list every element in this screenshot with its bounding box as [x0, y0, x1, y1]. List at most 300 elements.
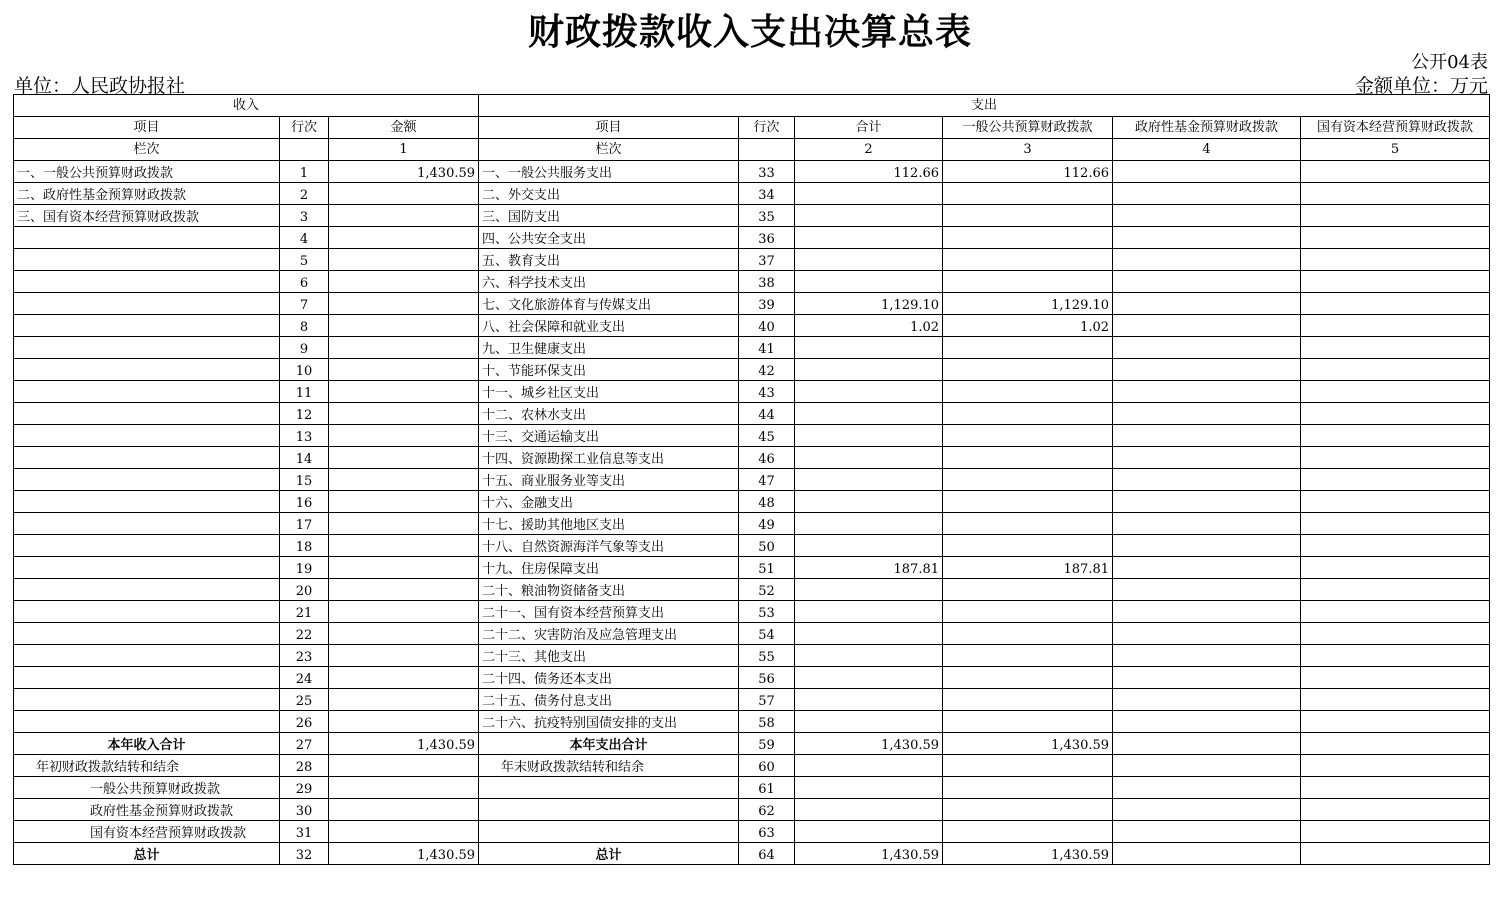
- table-row: [14, 689, 1490, 711]
- state-capital-amount: [1301, 755, 1490, 777]
- expense-item: 十、节能环保支出: [479, 359, 739, 381]
- gov-fund-amount: [1113, 183, 1301, 205]
- general-budget-amount: [943, 645, 1113, 667]
- expense-total: [795, 579, 943, 601]
- income-amount: [329, 183, 479, 205]
- income-item: 二、政府性基金预算财政拨款: [14, 183, 280, 205]
- income-row-no: 29: [280, 777, 329, 799]
- gov-fund-amount: [1113, 843, 1301, 865]
- amount-unit-label: 金额单位：万元: [1354, 75, 1488, 97]
- expense-item: 二十三、其他支出: [479, 645, 739, 667]
- gov-fund-amount: [1113, 469, 1301, 491]
- state-capital-amount: [1301, 667, 1490, 689]
- gov-fund-header: 政府性基金预算财政拨款: [1113, 117, 1301, 139]
- table-row: [14, 227, 1490, 249]
- table-row: [14, 271, 1490, 293]
- income-row-no: 4: [280, 227, 329, 249]
- income-item: 政府性基金预算财政拨款: [14, 799, 280, 821]
- income-amount: [329, 381, 479, 403]
- table-row: [14, 711, 1490, 733]
- expense-item: 九、卫生健康支出: [479, 337, 739, 359]
- expense-project-header: 项目: [479, 117, 739, 139]
- expense-row-no: 57: [739, 689, 795, 711]
- income-amount: [329, 579, 479, 601]
- income-item: [14, 315, 280, 337]
- page-title: 财政拨款收入支出决算总表: [527, 11, 972, 53]
- gov-fund-amount: [1113, 205, 1301, 227]
- expense-total: [795, 535, 943, 557]
- expense-item: 十二、农林水支出: [479, 403, 739, 425]
- income-amount: 1,430.59: [329, 733, 479, 755]
- state-capital-amount: [1301, 799, 1490, 821]
- expense-item: 十五、商业服务业等支出: [479, 469, 739, 491]
- state-capital-amount: [1301, 601, 1490, 623]
- income-row-no: 7: [280, 293, 329, 315]
- expense-item: 二十、粮油物资储备支出: [479, 579, 739, 601]
- expense-row-no: 53: [739, 601, 795, 623]
- table-row: [14, 293, 1490, 315]
- general-budget-amount: [943, 227, 1113, 249]
- income-header: 收入: [14, 95, 479, 117]
- expense-total: [795, 799, 943, 821]
- income-row-no: 25: [280, 689, 329, 711]
- expense-total: 1,430.59: [795, 843, 943, 865]
- general-budget-amount: [943, 579, 1113, 601]
- gov-fund-amount: [1113, 733, 1301, 755]
- general-budget-amount: [943, 777, 1113, 799]
- table-row: [14, 821, 1490, 843]
- income-row-no: 27: [280, 733, 329, 755]
- state-capital-amount: [1301, 579, 1490, 601]
- state-capital-amount: [1301, 689, 1490, 711]
- income-item: [14, 359, 280, 381]
- state-capital-amount: [1301, 645, 1490, 667]
- expense-item: 二十一、国有资本经营预算支出: [479, 601, 739, 623]
- expense-row-no: 47: [739, 469, 795, 491]
- income-row-no: 10: [280, 359, 329, 381]
- income-item: [14, 623, 280, 645]
- expense-total: [795, 337, 943, 359]
- header-row-columns: [14, 117, 1490, 139]
- expense-item: 本年支出合计: [479, 733, 739, 755]
- expense-row-no: 64: [739, 843, 795, 865]
- table-row: [14, 579, 1490, 601]
- state-capital-amount: [1301, 821, 1490, 843]
- expense-row-no: 48: [739, 491, 795, 513]
- expense-total: [795, 271, 943, 293]
- budget-table: [13, 94, 1490, 865]
- gov-fund-amount: [1113, 337, 1301, 359]
- table-row: [14, 557, 1490, 579]
- income-column-order: 栏次: [14, 139, 280, 161]
- income-row-no-header: 行次: [280, 117, 329, 139]
- expense-item: 五、教育支出: [479, 249, 739, 271]
- table-row: [14, 843, 1490, 865]
- gov-fund-amount: [1113, 271, 1301, 293]
- income-row-no: 13: [280, 425, 329, 447]
- state-capital-amount: [1301, 183, 1490, 205]
- income-amount-header: 金额: [329, 117, 479, 139]
- expense-item: 一、一般公共服务支出: [479, 161, 739, 183]
- state-capital-amount: [1301, 623, 1490, 645]
- income-row-no: 3: [280, 205, 329, 227]
- expense-row-no: 38: [739, 271, 795, 293]
- expense-item: 十六、金融支出: [479, 491, 739, 513]
- expense-total: [795, 491, 943, 513]
- state-capital-amount: [1301, 491, 1490, 513]
- table-row: [14, 799, 1490, 821]
- expense-item: 十八、自然资源海洋气象等支出: [479, 535, 739, 557]
- expense-total-header: 合计: [795, 117, 943, 139]
- expense-row-no: 36: [739, 227, 795, 249]
- general-budget-amount: [943, 755, 1113, 777]
- gov-fund-amount: [1113, 447, 1301, 469]
- expense-row-no: 46: [739, 447, 795, 469]
- gov-fund-amount: [1113, 755, 1301, 777]
- expense-item: 十一、城乡社区支出: [479, 381, 739, 403]
- expense-header: 支出: [479, 95, 1490, 117]
- income-item: [14, 601, 280, 623]
- general-budget-amount: [943, 799, 1113, 821]
- header-row-sections: [14, 95, 1490, 117]
- income-row-no: 20: [280, 579, 329, 601]
- expense-item: 八、社会保障和就业支出: [479, 315, 739, 337]
- state-capital-amount: [1301, 513, 1490, 535]
- income-item: 本年收入合计: [14, 733, 280, 755]
- general-budget-amount: [943, 491, 1113, 513]
- state-capital-amount: [1301, 535, 1490, 557]
- gov-fund-amount: [1113, 557, 1301, 579]
- state-capital-amount: [1301, 733, 1490, 755]
- income-item: [14, 447, 280, 469]
- income-row-no: 5: [280, 249, 329, 271]
- income-item: [14, 425, 280, 447]
- expense-row-no: 40: [739, 315, 795, 337]
- income-row-no: 17: [280, 513, 329, 535]
- income-item: [14, 491, 280, 513]
- income-amount: [329, 711, 479, 733]
- expense-total: [795, 469, 943, 491]
- income-item: [14, 645, 280, 667]
- expense-total: [795, 623, 943, 645]
- income-item: [14, 227, 280, 249]
- income-row-no: 19: [280, 557, 329, 579]
- state-capital-amount: [1301, 337, 1490, 359]
- expense-item: 十三、交通运输支出: [479, 425, 739, 447]
- table-row: [14, 403, 1490, 425]
- income-amount: [329, 403, 479, 425]
- general-budget-amount: [943, 689, 1113, 711]
- income-row-no: 21: [280, 601, 329, 623]
- income-item: [14, 579, 280, 601]
- expense-row-no: 43: [739, 381, 795, 403]
- state-capital-amount: [1301, 711, 1490, 733]
- state-capital-amount: [1301, 227, 1490, 249]
- expense-row-no: 37: [739, 249, 795, 271]
- state-capital-amount: [1301, 161, 1490, 183]
- general-budget-amount: [943, 821, 1113, 843]
- state-capital-amount: [1301, 447, 1490, 469]
- general-budget-amount: 1.02: [943, 315, 1113, 337]
- table-row: [14, 469, 1490, 491]
- table-row: [14, 513, 1490, 535]
- form-code: 公开04表: [1411, 52, 1488, 73]
- income-item: 总计: [14, 843, 280, 865]
- income-amount: [329, 491, 479, 513]
- income-row-no: 6: [280, 271, 329, 293]
- general-budget-amount: [943, 381, 1113, 403]
- gov-fund-amount: [1113, 249, 1301, 271]
- gov-fund-amount: [1113, 513, 1301, 535]
- expense-row-no: 42: [739, 359, 795, 381]
- gov-fund-amount: [1113, 711, 1301, 733]
- table-row: [14, 425, 1490, 447]
- col-4-label: 4: [1113, 139, 1301, 161]
- income-row-no: 15: [280, 469, 329, 491]
- table-row: [14, 381, 1490, 403]
- general-budget-amount: [943, 183, 1113, 205]
- table-row: [14, 359, 1490, 381]
- col-5-label: 5: [1301, 139, 1490, 161]
- table-row: [14, 623, 1490, 645]
- income-amount: [329, 601, 479, 623]
- income-item: [14, 381, 280, 403]
- expense-row-no: 60: [739, 755, 795, 777]
- expense-row-no: 41: [739, 337, 795, 359]
- expense-total: 1.02: [795, 315, 943, 337]
- state-capital-amount: [1301, 249, 1490, 271]
- gov-fund-amount: [1113, 425, 1301, 447]
- general-budget-amount: [943, 249, 1113, 271]
- income-item: 一般公共预算财政拨款: [14, 777, 280, 799]
- table-row: [14, 183, 1490, 205]
- expense-row-no: 34: [739, 183, 795, 205]
- table-row: [14, 315, 1490, 337]
- income-item: 年初财政拨款结转和结余: [14, 755, 280, 777]
- state-capital-amount: [1301, 293, 1490, 315]
- unit-label: 单位：人民政协报社: [14, 75, 186, 97]
- expense-item: 十九、住房保障支出: [479, 557, 739, 579]
- gov-fund-amount: [1113, 821, 1301, 843]
- state-capital-amount: [1301, 315, 1490, 337]
- gov-fund-amount: [1113, 161, 1301, 183]
- income-amount: [329, 645, 479, 667]
- state-capital-amount: [1301, 359, 1490, 381]
- income-row-no: 8: [280, 315, 329, 337]
- general-budget-amount: [943, 535, 1113, 557]
- income-amount: [329, 271, 479, 293]
- expense-total: [795, 227, 943, 249]
- gov-fund-amount: [1113, 645, 1301, 667]
- expense-row-no-header: 行次: [739, 117, 795, 139]
- general-budget-amount: [943, 205, 1113, 227]
- general-budget-amount: [943, 601, 1113, 623]
- income-amount: [329, 469, 479, 491]
- expense-row-no: 45: [739, 425, 795, 447]
- expense-item: 二十二、灾害防治及应急管理支出: [479, 623, 739, 645]
- table-row: [14, 447, 1490, 469]
- income-row-no: 30: [280, 799, 329, 821]
- expense-total: [795, 447, 943, 469]
- col-2-label: 2: [795, 139, 943, 161]
- expense-row-no: 50: [739, 535, 795, 557]
- expense-row-no: 58: [739, 711, 795, 733]
- income-row-no: 12: [280, 403, 329, 425]
- general-budget-amount: [943, 667, 1113, 689]
- income-item: [14, 249, 280, 271]
- income-item: [14, 293, 280, 315]
- gov-fund-amount: [1113, 689, 1301, 711]
- expense-item: 总计: [479, 843, 739, 865]
- income-item: [14, 469, 280, 491]
- expense-row-no: 55: [739, 645, 795, 667]
- gov-fund-amount: [1113, 359, 1301, 381]
- income-item: 一、一般公共预算财政拨款: [14, 161, 280, 183]
- income-amount: [329, 777, 479, 799]
- gov-fund-amount: [1113, 315, 1301, 337]
- income-item: [14, 711, 280, 733]
- expense-total: [795, 183, 943, 205]
- expense-item: 七、文化旅游体育与传媒支出: [479, 293, 739, 315]
- expense-total: [795, 645, 943, 667]
- general-budget-amount: [943, 403, 1113, 425]
- general-budget-amount: [943, 425, 1113, 447]
- income-row-no: 32: [280, 843, 329, 865]
- expense-item: 四、公共安全支出: [479, 227, 739, 249]
- income-amount: [329, 689, 479, 711]
- state-capital-header: 国有资本经营预算财政拨款: [1301, 117, 1490, 139]
- expense-total: [795, 711, 943, 733]
- income-row-no: 1: [280, 161, 329, 183]
- expense-total: [795, 667, 943, 689]
- income-amount: [329, 513, 479, 535]
- table-row: [14, 645, 1490, 667]
- table-row: [14, 161, 1490, 183]
- expense-total: [795, 403, 943, 425]
- expense-item: [479, 821, 739, 843]
- income-item: 三、国有资本经营预算财政拨款: [14, 205, 280, 227]
- table-row: [14, 205, 1490, 227]
- income-amount: [329, 799, 479, 821]
- expense-total: 1,129.10: [795, 293, 943, 315]
- income-amount: [329, 337, 479, 359]
- expense-column-order: 栏次: [479, 139, 739, 161]
- income-item: [14, 271, 280, 293]
- gov-fund-amount: [1113, 601, 1301, 623]
- income-amount: [329, 755, 479, 777]
- table-row: [14, 601, 1490, 623]
- expense-row-no: 35: [739, 205, 795, 227]
- table-row: [14, 755, 1490, 777]
- col-3-label: 3: [943, 139, 1113, 161]
- income-row-no: 18: [280, 535, 329, 557]
- income-amount: [329, 227, 479, 249]
- gov-fund-amount: [1113, 381, 1301, 403]
- expense-row-no: 39: [739, 293, 795, 315]
- general-budget-amount: [943, 337, 1113, 359]
- expense-total: [795, 821, 943, 843]
- expense-total: [795, 425, 943, 447]
- income-item: [14, 337, 280, 359]
- expense-total: [795, 249, 943, 271]
- general-budget-amount: [943, 513, 1113, 535]
- state-capital-amount: [1301, 205, 1490, 227]
- state-capital-amount: [1301, 557, 1490, 579]
- expense-row-no: 62: [739, 799, 795, 821]
- income-amount: [329, 557, 479, 579]
- general-budget-amount: [943, 359, 1113, 381]
- expense-row-no: 63: [739, 821, 795, 843]
- table-row: [14, 667, 1490, 689]
- income-amount: [329, 821, 479, 843]
- state-capital-amount: [1301, 425, 1490, 447]
- income-row-no: 14: [280, 447, 329, 469]
- empty-cell: [280, 139, 329, 161]
- state-capital-amount: [1301, 777, 1490, 799]
- income-amount: [329, 359, 479, 381]
- general-budget-amount: 1,430.59: [943, 733, 1113, 755]
- expense-total: [795, 601, 943, 623]
- income-item: [14, 689, 280, 711]
- income-amount: [329, 623, 479, 645]
- expense-row-no: 49: [739, 513, 795, 535]
- income-row-no: 31: [280, 821, 329, 843]
- general-budget-amount: [943, 271, 1113, 293]
- income-item: [14, 557, 280, 579]
- general-budget-amount: [943, 711, 1113, 733]
- header-row-column-order: [14, 139, 1490, 161]
- expense-row-no: 52: [739, 579, 795, 601]
- expense-total: [795, 777, 943, 799]
- expense-item: 三、国防支出: [479, 205, 739, 227]
- income-amount: [329, 425, 479, 447]
- table-row: [14, 733, 1490, 755]
- table-row: [14, 249, 1490, 271]
- income-item: 国有资本经营预算财政拨款: [14, 821, 280, 843]
- expense-total: [795, 381, 943, 403]
- expense-row-no: 54: [739, 623, 795, 645]
- income-item: [14, 535, 280, 557]
- income-row-no: 28: [280, 755, 329, 777]
- expense-item: 六、科学技术支出: [479, 271, 739, 293]
- income-row-no: 24: [280, 667, 329, 689]
- expense-item: [479, 777, 739, 799]
- expense-total: 187.81: [795, 557, 943, 579]
- expense-total: [795, 205, 943, 227]
- expense-item: 二、外交支出: [479, 183, 739, 205]
- general-budget-amount: 1,129.10: [943, 293, 1113, 315]
- general-budget-header: 一般公共预算财政拨款: [943, 117, 1113, 139]
- gov-fund-amount: [1113, 777, 1301, 799]
- expense-item: 二十五、债务付息支出: [479, 689, 739, 711]
- state-capital-amount: [1301, 469, 1490, 491]
- income-row-no: 26: [280, 711, 329, 733]
- income-row-no: 11: [280, 381, 329, 403]
- income-amount: [329, 667, 479, 689]
- gov-fund-amount: [1113, 799, 1301, 821]
- gov-fund-amount: [1113, 667, 1301, 689]
- expense-total: [795, 755, 943, 777]
- expense-row-no: 44: [739, 403, 795, 425]
- income-amount: [329, 249, 479, 271]
- expense-item: 二十六、抗疫特别国债安排的支出: [479, 711, 739, 733]
- expense-row-no: 59: [739, 733, 795, 755]
- col-1-label: 1: [329, 139, 479, 161]
- general-budget-amount: [943, 469, 1113, 491]
- income-amount: 1,430.59: [329, 843, 479, 865]
- income-item: [14, 667, 280, 689]
- expense-item: 十四、资源勘探工业信息等支出: [479, 447, 739, 469]
